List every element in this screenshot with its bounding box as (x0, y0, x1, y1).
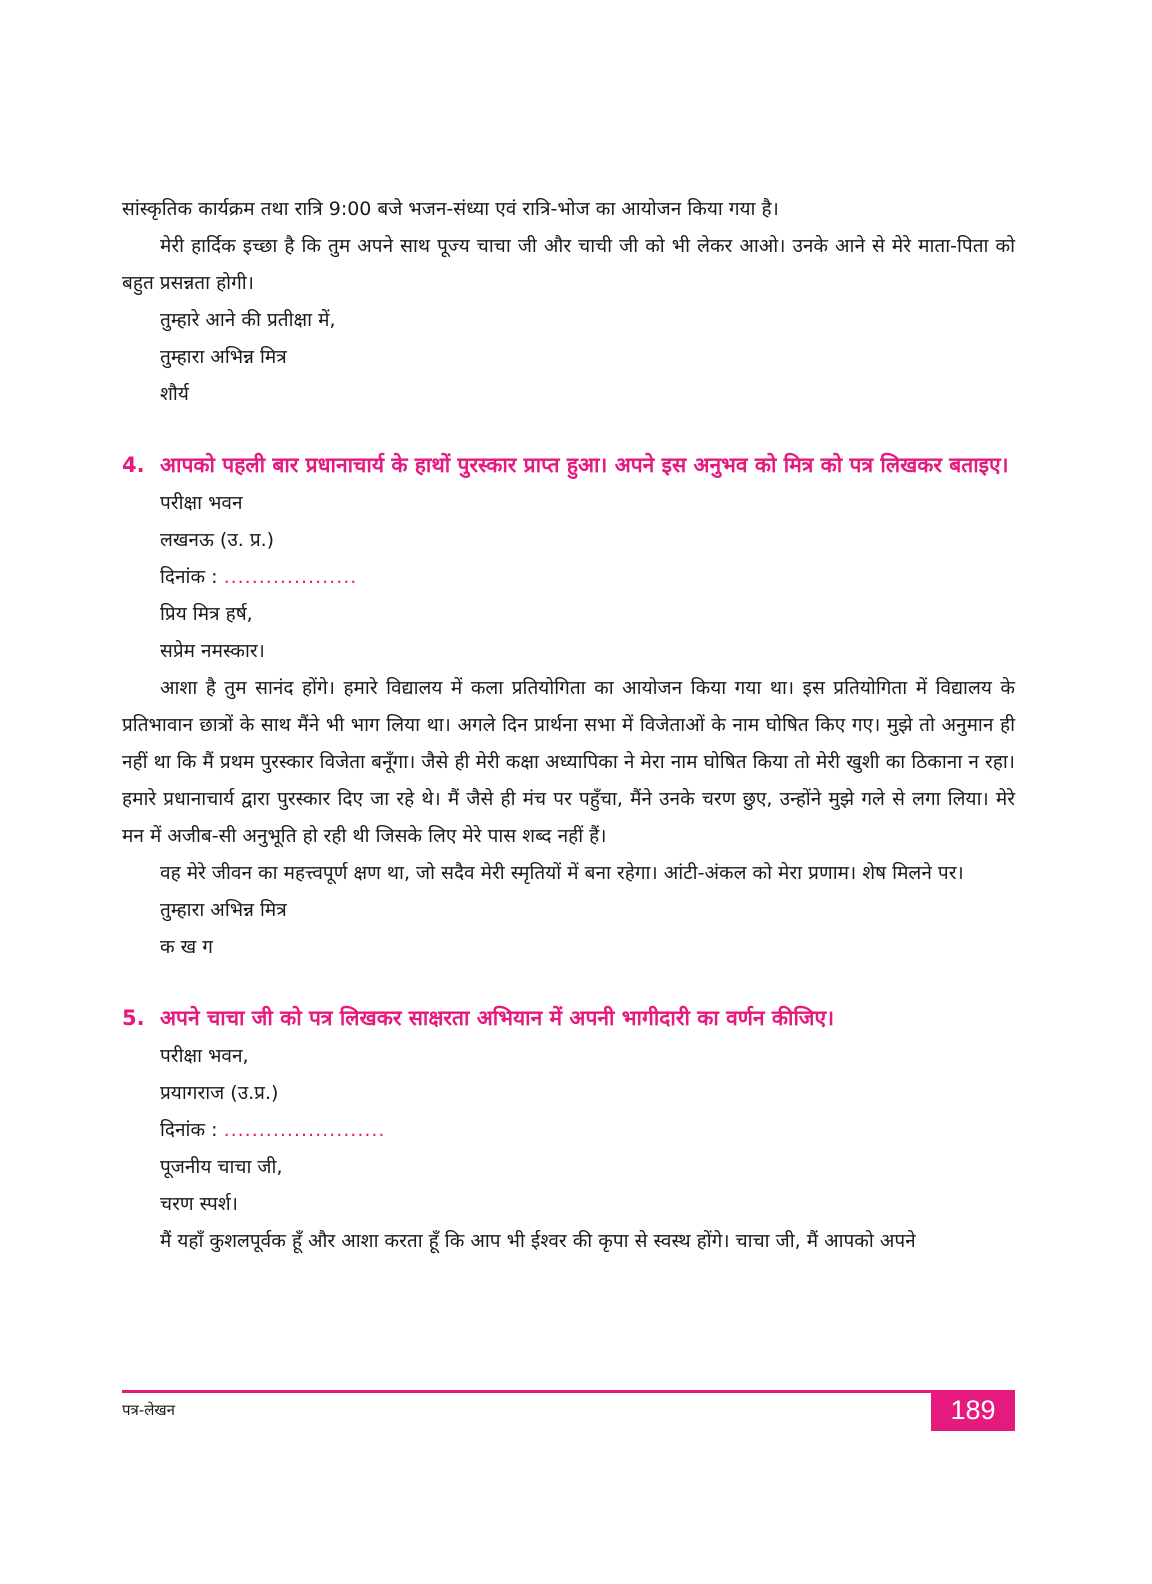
date-blank: ....................... (223, 1119, 386, 1141)
date-label: दिनांक : (160, 566, 218, 588)
page-number: 189 (931, 1390, 1015, 1431)
question-heading (122, 446, 1015, 485)
continuation-paragraph: मेरी हार्दिक इच्छा है कि तुम अपने साथ पूज्य चाचा जी और चाची जी को भी लेकर आओ। उनके आने से मेरे माता-पिता को बहुत प्रसन्नता होगी। (122, 235, 1015, 294)
footer-rule (122, 1390, 1015, 1393)
closing-line: तुम्हारे आने की प्रतीक्षा में, (160, 309, 336, 331)
salutation: पूजनीय चाचा जी, (160, 1156, 283, 1178)
signature: क ख ग (160, 936, 213, 958)
body-paragraph: मैं यहाँ कुशलपूर्वक हूँ और आशा करता हूँ कि आप भी ईश्वर की कृपा से स्वस्थ होंगे। चाचा जी, मैं आपको अपने (160, 1230, 916, 1252)
body-paragraph: वह मेरे जीवन का महत्त्वपूर्ण क्षण था, जो सदैव मेरी स्मृतियों में बना रहेगा। आंटी-अंकल को मेरा प्रणाम। शेष मिलने पर। (160, 862, 964, 884)
question-text: अपने चाचा जी को पत्र लिखकर साक्षरता अभियान में अपनी भागीदारी का वर्णन कीजिए। (160, 1006, 835, 1030)
spacer (122, 966, 1015, 999)
spacer (122, 413, 1015, 446)
question-number: 5. (122, 1006, 145, 1030)
signature: शौर्य (160, 383, 189, 405)
question-heading (122, 999, 1015, 1038)
closing-line: तुम्हारा अभिन्न मित्र (160, 899, 287, 921)
page-content (122, 191, 1015, 1260)
greeting: सप्रेम नमस्कार। (160, 640, 265, 662)
address-line: प्रयागराज (उ.प्र.) (160, 1082, 279, 1104)
address-line: परीक्षा भवन (160, 492, 243, 514)
date-line (122, 1112, 1015, 1149)
address-line: लखनऊ (उ. प्र.) (160, 529, 275, 551)
address-line: परीक्षा भवन, (160, 1045, 249, 1067)
chapter-label: पत्र-लेखन (122, 1401, 175, 1419)
date-label: दिनांक : (160, 1119, 218, 1141)
date-blank: ................... (223, 566, 358, 588)
date-line (122, 559, 1015, 596)
continuation-line: सांस्कृतिक कार्यक्रम तथा रात्रि 9:00 बजे भजन-संध्या एवं रात्रि-भोज का आयोजन किया गया है। (122, 198, 779, 220)
closing-line: तुम्हारा अभिन्न मित्र (160, 346, 287, 368)
body-paragraph: आशा है तुम सानंद होंगे। हमारे विद्यालय में कला प्रतियोगिता का आयोजन किया गया था। इस प्रतियोगिता में विद्यालय के प्रतिभावान छात्रों के साथ मैंने भी भाग लिया था। अगले दिन प्रार्थना सभा में विजेताओं के नाम घोषित किए गए। मुझे तो अनुमान ही नहीं था कि मैं प्रथम पुरस्कार विजेता बनूँगा। जैसे ही मेरी कक्षा अध्यापिका ने मेरा नाम घोषित किया तो मेरी खुशी का ठिकाना न रहा। हमारे प्रधानाचार्य द्वारा पुरस्कार दिए जा रहे थे। मैं जैसे ही मंच पर पहुँचा, मैंने उनके चरण छुए, उन्होंने मुझे गले से लगा लिया। मेरे मन में अजीब-सी अनुभूति हो रही थी जिसके लिए मेरे पास शब्द नहीं हैं। (122, 677, 1015, 847)
question-text: आपको पहली बार प्रधानाचार्य के हाथों पुरस्कार प्राप्त हुआ। अपने इस अनुभव को मित्र को पत्र लिखकर बताइए। (160, 453, 1009, 477)
salutation: प्रिय मित्र हर्ष, (160, 603, 253, 625)
greeting: चरण स्पर्श। (160, 1193, 238, 1215)
question-number: 4. (122, 453, 145, 477)
